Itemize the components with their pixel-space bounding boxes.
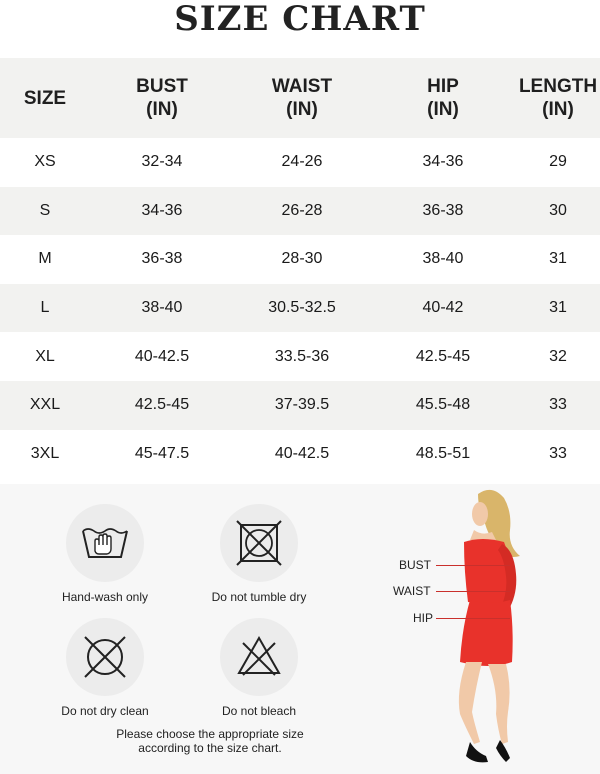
header-unit: (IN) [146,99,178,120]
table-row [0,235,600,284]
cell-length: 31 [549,299,567,317]
cell-hip: 34-36 [422,153,464,171]
care-item [50,504,160,604]
cell-size: XL [35,347,55,365]
cell-size: 3XL [30,444,60,462]
size-chart-table [0,58,600,478]
hip-line [436,618,510,619]
model-figure [430,486,540,772]
cell-length: 33 [549,396,567,414]
cell-bust: 42.5-45 [134,396,190,414]
cell-size: L [40,299,50,317]
cell-bust: 32-34 [141,153,183,171]
cell-length: 33 [549,444,567,462]
cell-bust: 36-38 [141,250,183,268]
waist-label: WAIST [393,584,431,598]
waist-line [436,591,510,592]
note-line: Please choose the appropriate size [116,727,304,741]
header-unit: (IN) [427,99,459,120]
table-row [0,430,600,479]
care-label: Hand-wash only [61,590,149,604]
header-label: SIZE [23,87,67,109]
care-label: Do not dry clean [61,704,149,718]
cell-bust: 40-42.5 [134,347,190,365]
note-line: according to the size chart. [138,741,282,755]
cell-length: 31 [549,250,567,268]
table-row [0,332,600,381]
no-bleach-icon [220,618,298,696]
cell-waist: 33.5-36 [274,347,330,365]
cell-hip: 42.5-45 [415,347,471,365]
no-dry-clean-icon [66,618,144,696]
table-row [0,284,600,333]
cell-waist: 24-26 [281,153,323,171]
care-label: Do not tumble dry [211,590,307,604]
header-label: HIP [427,76,459,97]
header-waist [234,75,370,121]
header-size [0,87,90,110]
header-bust [90,75,234,121]
cell-size: XXL [29,396,61,414]
table-row [0,138,600,187]
hand-wash-icon [66,504,144,582]
page-title: SIZE CHART [174,0,426,39]
cell-waist: 26-28 [281,201,323,219]
cell-hip: 38-40 [422,250,464,268]
cell-bust: 45-47.5 [134,444,190,462]
bust-label: BUST [399,558,432,572]
cell-length: 29 [549,153,567,171]
cell-length: 30 [549,201,567,219]
header-length [516,75,600,121]
care-item [204,504,314,604]
no-tumble-dry-icon [220,504,298,582]
cell-size: XS [34,153,56,171]
cell-size: M [38,250,52,268]
cell-hip: 45.5-48 [415,396,471,414]
header-hip [370,75,516,121]
cell-waist: 28-30 [281,250,323,268]
care-item [50,618,160,718]
cell-waist: 30.5-32.5 [268,299,336,317]
cell-waist: 40-42.5 [274,444,330,462]
size-note [40,727,380,755]
header-label: BUST [136,76,188,97]
header-unit: (IN) [542,99,574,120]
bust-line [436,565,510,566]
header-label: WAIST [271,76,333,97]
header-label: LENGTH [518,76,598,97]
table-row [0,381,600,430]
cell-hip: 36-38 [422,201,464,219]
cell-hip: 40-42 [422,299,464,317]
cell-length: 32 [549,347,567,365]
care-item [204,618,314,718]
cell-size: S [39,201,51,219]
hip-label: HIP [413,611,434,625]
table-row [0,187,600,236]
cell-bust: 34-36 [141,201,183,219]
cell-hip: 48.5-51 [415,444,471,462]
header-unit: (IN) [286,99,318,120]
cell-waist: 37-39.5 [274,396,330,414]
table-header-row [0,58,600,138]
cell-bust: 38-40 [141,299,183,317]
care-label: Do not bleach [221,704,297,718]
